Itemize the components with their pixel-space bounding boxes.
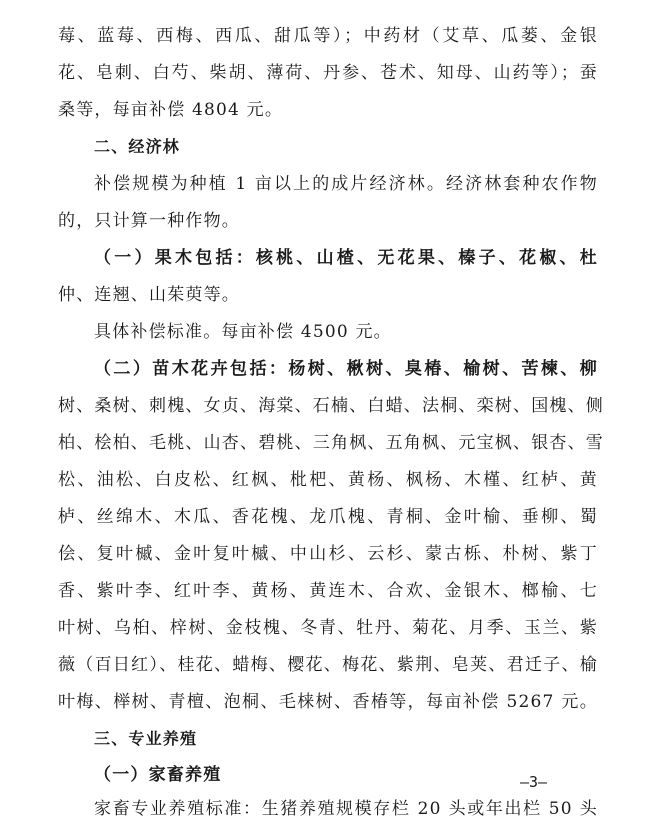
text-line: 叶梅、榉树、青檀、泡桐、毛梾树、香椿等，每亩补偿 5267 元。 <box>58 692 598 712</box>
text-line: 香、紫叶李、红叶李、黄杨、黄连木、合欢、金银木、榔榆、七 <box>58 581 598 601</box>
text-line: 栌、丝绵木、木瓜、香花槐、龙爪槐、青桐、金叶榆、垂柳、蜀 <box>58 507 598 527</box>
text-line: 桑等，每亩补偿 4804 元。 <box>58 100 284 120</box>
text-line: 柏、桧柏、毛桃、山杏、碧桃、三角枫、五角枫、元宝枫、银杏、雪 <box>58 433 604 453</box>
section-heading: 三、专业养殖 <box>94 729 198 748</box>
text-line: 莓、蓝莓、西梅、西瓜、甜瓜等）；中药材（艾草、瓜蒌、金银 <box>58 26 598 46</box>
text-line: 的，只计算一种作物。 <box>58 211 240 231</box>
page-number: —3— <box>520 773 548 791</box>
subsection-line: （一）家畜养殖 <box>94 765 222 785</box>
text-line: 仲、连翘、山茱萸等。 <box>58 285 240 305</box>
text-line: 补偿规模为种植 1 亩以上的成片经济林。经济林套种农作物 <box>94 174 598 194</box>
text-line: 侩、复叶槭、金叶复叶槭、中山杉、云杉、蒙古栎、朴树、紫丁 <box>58 544 598 564</box>
text-line: 花、皂刺、白芍、柴胡、薄荷、丹参、苍术、知母、山药等）；蚕 <box>58 63 598 83</box>
text-line: 松、油松、白皮松、红枫、枇杷、黄杨、枫杨、木槿、红栌、黄 <box>58 470 598 490</box>
text-line: 树、桑树、刺槐、女贞、海棠、石楠、白蜡、法桐、栾树、国槐、侧 <box>58 396 604 416</box>
subsection-line: （二）苗木花卉包括：杨树、楸树、臭椿、榆树、苦楝、柳 <box>94 359 598 379</box>
text-line: 薇（百日红）、桂花、蜡梅、樱花、梅花、紫荆、皂荚、君迁子、榆 <box>58 655 598 675</box>
text-line: 具体补偿标准。每亩补偿 4500 元。 <box>94 322 392 342</box>
text-line: 家畜专业养殖标准：生猪养殖规模存栏 20 头或年出栏 50 头 <box>94 799 598 819</box>
section-heading: 二、经济林 <box>94 137 181 156</box>
text-line: 叶树、乌桕、梓树、金枝槐、冬青、牡丹、菊花、月季、玉兰、紫 <box>58 618 598 638</box>
subsection-line: （一）果木包括：核桃、山楂、无花果、榛子、花椒、杜 <box>94 248 598 268</box>
